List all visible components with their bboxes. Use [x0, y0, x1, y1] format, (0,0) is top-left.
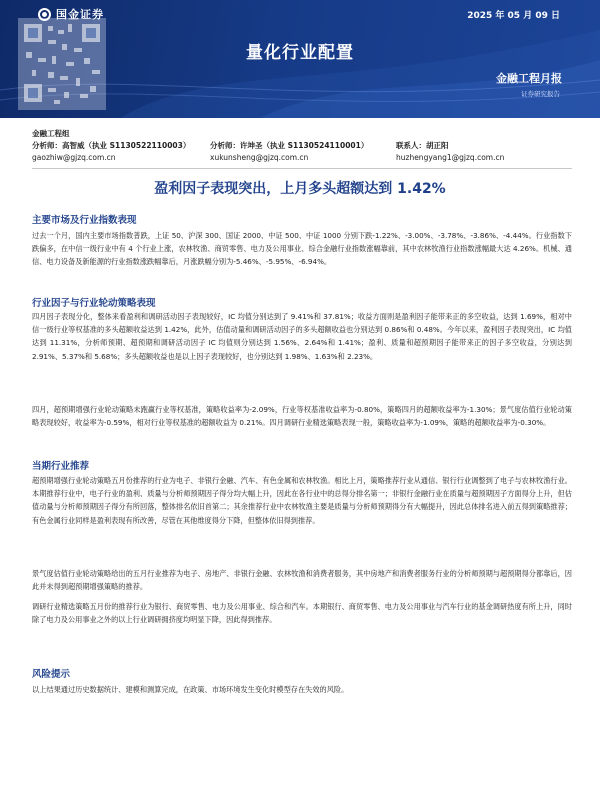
contact-email[interactable]: huzhengyang1@gjzq.com.cn [396, 153, 505, 162]
analyst-1: 分析师：高智威（执业 S1130522110003） [32, 141, 191, 150]
header-banner [0, 0, 600, 118]
report-date: 2025 年 05 月 09 日 [467, 11, 560, 21]
qr-code-image [18, 18, 106, 110]
author-group: 金融工程组 [32, 129, 70, 138]
brand-logo [38, 6, 104, 22]
report-type: 金融工程月报 [496, 72, 562, 85]
report-headline: 盈利因子表现突出，上月多头超额达到 1.42% [154, 181, 446, 197]
author-block [32, 128, 577, 164]
brand-logo-icon [38, 8, 51, 21]
section-recommendation-paragraph-2: 景气度估值行业轮动策略给出的五月行业推荐为电子、房地产、非银行金融、农林牧渔和消费者服务，其中房地产和消费者服务行业的分析师预期与超预期得分都靠后，因此并未得到超预期增强策略的推荐。 [32, 569, 572, 592]
section-recommendation-paragraph-3: 调研行业精选策略五月份的推荐行业为银行、商贸零售、电力及公用事业、综合和汽车。本期银行、商贸零售、电力及公用事业与汽车行业的基金调研热度有所上升，同时除了电力及公用事业之外的以上行业调研拥挤度均明显下降，因此得到推荐。 [32, 602, 572, 625]
section-factor-strategy-paragraph-2: 四月，超预期增强行业轮动策略未跑赢行业等权基准，策略收益率为-2.09%，行业等权基准收益率为-0.80%，策略四月的超额收益率为-1.30%；景气度估值行业轮动策略表现较好，收益率为-0.59%，相对行业等权基准的超额收益为 0.21%。四月调研行业精选策略表现一般，策略收益率为-1.09%，策略的超额收益率为-0.30%。 [32, 405, 572, 428]
section-factor-strategy-title: 行业因子与行业轮动策略表现 [32, 298, 156, 309]
report-title: 量化行业配置 [246, 43, 354, 63]
section-risk-paragraph: 以上结果通过历史数据统计、建模和测算完成，在政策、市场环境发生变化时模型存在失效的风险。 [32, 685, 349, 694]
section-factor-strategy-paragraph-1: 四月因子表现分化，整体来看盈利和调研活动因子表现较好，IC 均值分别达到了 9.41%和 37.81%；收益方面则是盈利因子能带来正的多空收益，达到 1.69%，相对中信一级行业等权基准的多头超额收益达到 1.42%，此外，估值动量和调研活动因子的多头超额收益也分别达到 0.86%和 0.48%。今年以来，盈利因子表现突出，IC 均值达到 11.31%，分析师预期、超预期和调研活动因子 IC 均值则分别达到 1.56%、2.64%和 1.41%；盈利、质量和超预期因子能带来正的因子多空收益，分别达到 2.91%、5.37%和 5.68%；多头超额收益也是以上因子表现较好，也分别达到 1.98%、1.63%和 2.23%。 [32, 312, 572, 361]
section-recommendation-title: 当期行业推荐 [32, 461, 90, 472]
divider [32, 168, 572, 169]
author-email-row [32, 152, 577, 164]
analyst-1-email[interactable]: gaozhiw@gjzq.com.cn [32, 153, 116, 162]
section-market-performance-title: 主要市场及行业指数表现 [32, 215, 137, 226]
author-name-row [32, 140, 577, 152]
analyst-2-email[interactable]: xukunsheng@gjzq.com.cn [210, 153, 309, 162]
section-market-performance-paragraph: 过去一个月，国内主要市场指数普跌，上证 50、沪深 300、国证 2000、中证 500、中证 1000 分别下跌-1.22%、-3.00%、-3.78%、-3.86%、-4.44%。行业指数下跌偏多，在中信一级行业中有 4 个行业上涨，农林牧渔、商贸零售、电力及公用事业、综合金融行业指数涨幅靠前，其中农林牧渔行业指数涨幅最大达 4.26%。机械、通信、电力设备及新能源的行业指数涨跌幅靠后，月涨跌幅分别为-5.46%、-5.95%、-6.94%。 [32, 231, 572, 267]
report-subtype: 证券研究报告 [521, 90, 560, 98]
section-recommendation-paragraph-1: 超预期增强行业轮动策略五月份推荐的行业为电子、非银行金融、汽车、有色金属和农林牧渔。相比上月，策略推荐行业从通信、银行行业调整到了电子与农林牧渔行业。本期推荐行业中，电子行业的盈利、质量与分析师预期因子得分均大幅上升，因此在各行业中的总得分排名第一；非银行金融行业在质量与超预期因子方面得分上升，但估值动量与分析师预期因子得分有所回落，整体排名依旧首第二；其余推荐行业中农林牧渔主要是质量与分析师预期得分有大幅提升，因此总体排名进入前五得到策略推荐；有色金属行业同样是盈利表现有所改善，尽管在其他维度得分下降，但整体依旧得到推荐。 [32, 476, 572, 525]
analyst-2: 分析师：许坤圣（执业 S1130524110001） [210, 141, 369, 150]
brand-name: 国金证券 [56, 8, 104, 21]
contact-person: 联系人：胡正阳 [396, 141, 449, 150]
section-risk-title: 风险提示 [32, 669, 71, 680]
